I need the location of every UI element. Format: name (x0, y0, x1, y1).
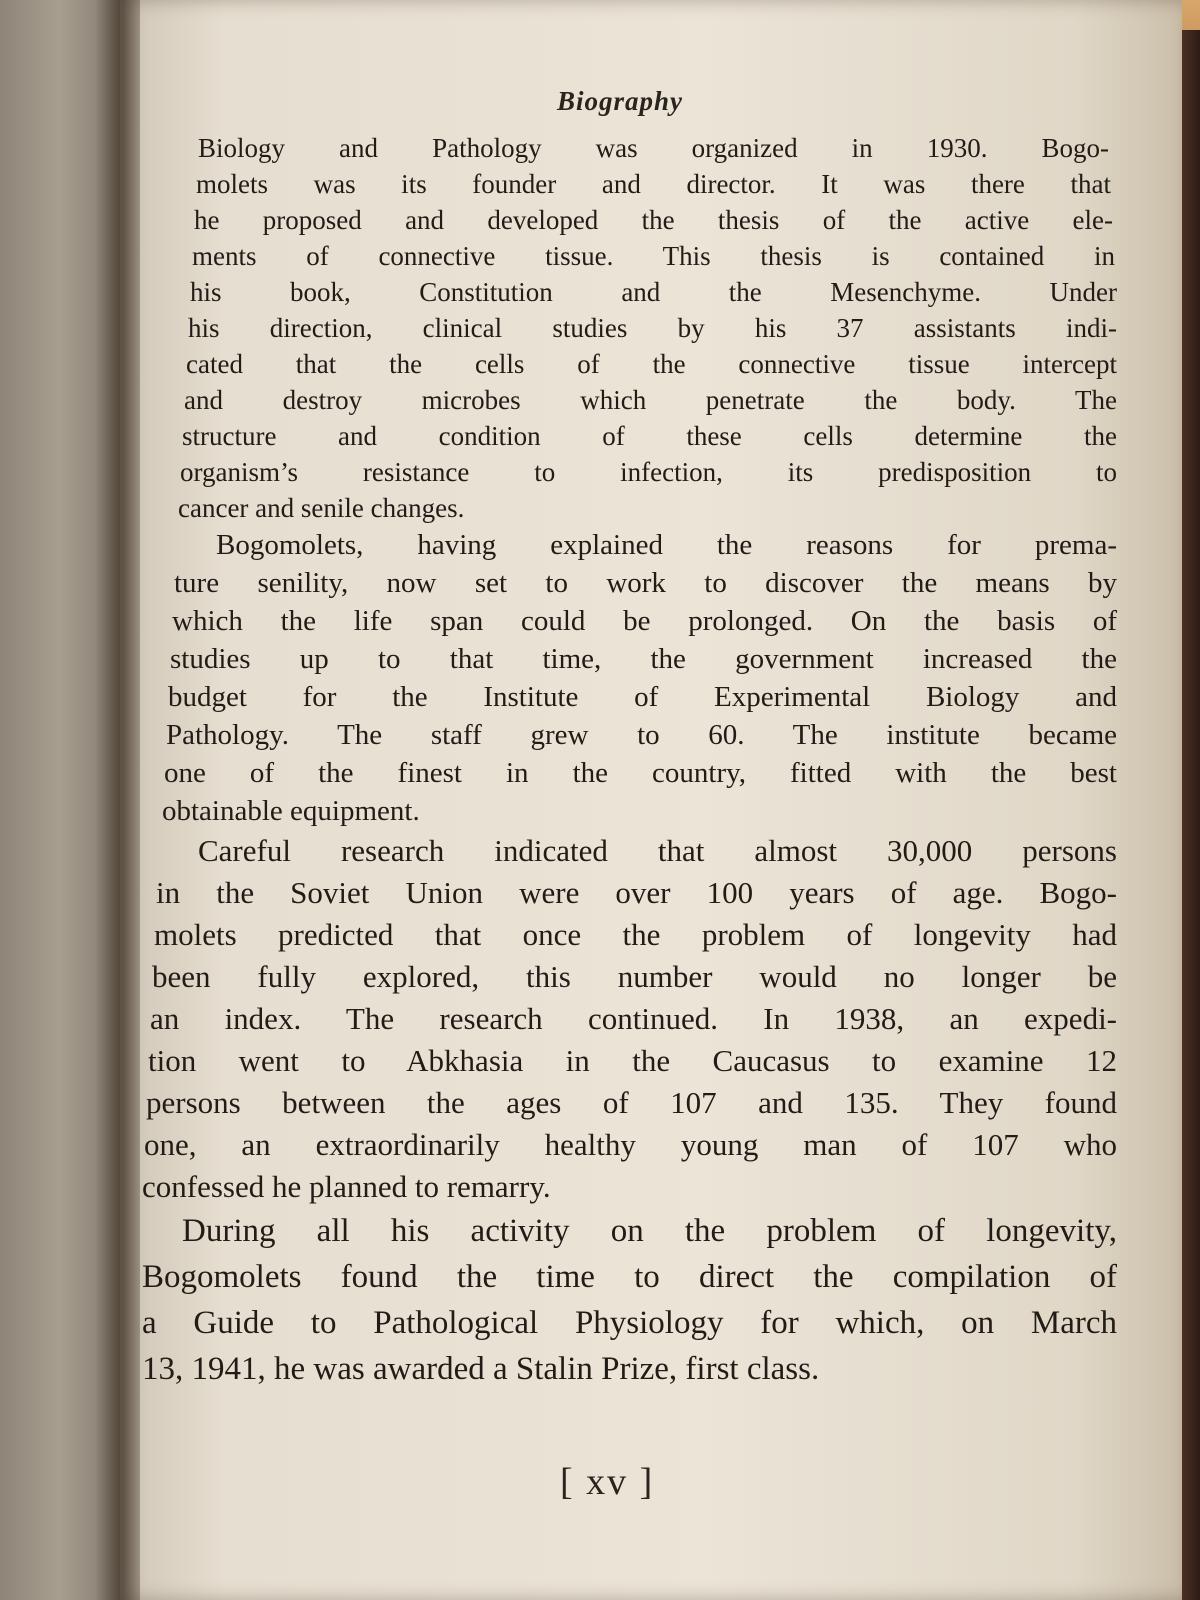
running-head: Biography (556, 86, 684, 116)
text-line: his direction, clinical studies by his 37 assistants indi- (188, 313, 1117, 343)
text-line: which the life span could be prolonged. On the basis of (172, 605, 1117, 637)
text-line: his book, Constitution and the Mesenchyme. Under (190, 277, 1117, 307)
text-line: structure and condition of these cells determine the (182, 421, 1117, 451)
text-line: tion went to Abkhasia in the Caucasus to examine 12 (148, 1043, 1117, 1078)
text-line: obtainable equipment. (162, 795, 420, 827)
text-line: confessed he planned to remarry. (142, 1169, 551, 1204)
text-line: been fully explored, this number would no longer be (152, 959, 1117, 994)
text-line: cancer and senile changes. (178, 493, 465, 523)
text-line: a Guide to Pathological Physiology for which, on March (142, 1305, 1117, 1341)
page-number: [ xv ] (560, 1461, 655, 1503)
text-line: one of the finest in the country, fitted with the best (164, 757, 1117, 789)
text-line: Pathology. The staff grew to 60. The institute became (166, 719, 1117, 751)
text-line: Bogomolets, having explained the reasons for prema- (216, 529, 1117, 561)
text-line: ture senility, now set to work to discover the means by (174, 567, 1117, 599)
book-page (120, 0, 1182, 1600)
text-line: persons between the ages of 107 and 135. They found (146, 1085, 1117, 1120)
text-line: During all his activity on the problem of longevity, (182, 1213, 1117, 1249)
text-line: 13, 1941, he was awarded a Stalin Prize, first class. (142, 1351, 820, 1387)
text-line: ments of connective tissue. This thesis is contained in (192, 241, 1115, 271)
book-cover-edge (1182, 30, 1200, 1600)
text-line: molets predicted that once the problem of longevity had (154, 917, 1117, 952)
text-line: Bogomolets found the time to direct the compilation of (142, 1259, 1117, 1295)
text-line: molets was its founder and director. It was there that (196, 169, 1111, 199)
text-line: cated that the cells of the connective tissue intercept (186, 349, 1117, 379)
text-line: studies up to that time, the government increased the (170, 643, 1117, 675)
text-line: Careful research indicated that almost 30,000 persons (198, 833, 1117, 868)
text-line: budget for the Institute of Experimental Biology and (168, 681, 1117, 713)
body-text (142, 130, 1117, 1392)
text-line: in the Soviet Union were over 100 years of age. Bogo- (156, 875, 1117, 910)
text-line: one, an extraordinarily healthy young man of 107 who (144, 1127, 1117, 1162)
text-line: organism’s resistance to infection, its predisposition to (180, 457, 1117, 487)
text-line: and destroy microbes which penetrate the body. The (184, 385, 1117, 415)
text-line: he proposed and developed the thesis of the active ele- (194, 205, 1113, 235)
book-gutter-shadow (95, 0, 140, 1600)
text-line: Biology and Pathology was organized in 1930. Bogo- (198, 133, 1109, 163)
text-line: an index. The research continued. In 1938, an expedi- (150, 1001, 1117, 1036)
